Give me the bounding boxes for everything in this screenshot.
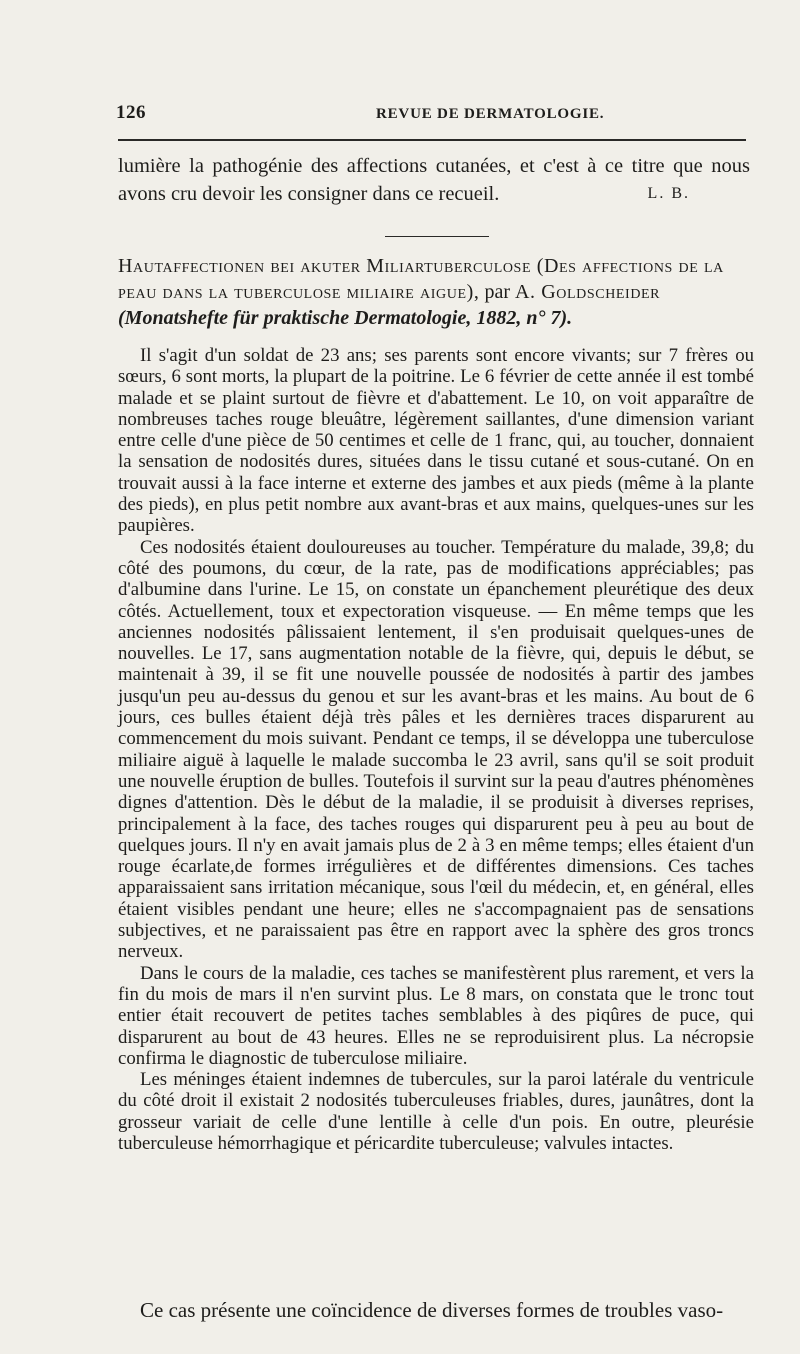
article-title [118, 253, 754, 331]
header-rule [118, 139, 746, 141]
article-body [118, 345, 754, 1154]
closing-line: Ce cas présente une coïncidence de diverses formes de troubles vaso- [140, 1298, 724, 1322]
intro-paragraph [118, 152, 750, 208]
body-paragraph: Dans le cours de la maladie, ces taches se manifestèrent plus rarement, et vers la fin du mois de mars il n'en survint plus. Le 8 mars, on constata que le tronc tout entier était recouvert de petites taches semblables à des piqûres de puce, qui disparurent au bout de 43 heures. Elles ne se reproduisirent plus. La nécropsie confirma le diagnostic de tuberculose miliaire. [118, 962, 754, 1069]
running-head: REVUE DE DERMATOLOGIE. [376, 106, 605, 122]
article-title-text: Hautaffectionen bei akuter Miliartuberculose (Des affections de la peau dans la tuberculose miliaire aigue), [118, 255, 724, 303]
intro-text: lumière la pathogénie des affections cutanées, et c'est à ce titre que nous avons cru devoir les consigner dans ce recueil. [118, 155, 750, 205]
page-header [116, 102, 752, 130]
article-source: (Monatshefte für praktische Dermatologie, 1882, n° 7). [118, 307, 573, 329]
section-separator [385, 236, 489, 237]
body-paragraph: Il s'agit d'un soldat de 23 ans; ses parents sont encore vivants; sur 7 frères ou sœurs, 6 sont morts, la plupart de la poitrine. Le 6 février de cette année il est tombé malade et se plaint surtout de fièvre et d'abattement. Le 10, on voit apparaître de nombreuses taches rouge bleuâtre, légèrement saillantes, d'une dimension variant entre celle d'une pièce de 50 centimes et celle de 1 franc, qui, au toucher, donnaient la sensation de nodosités dures, situées dans le tissu cutané et sous-cutané. On en trouvait aussi à la face interne et externe des jambes et aux pieds (même à la plante des pieds), en plus petit nombre aux avant-bras et aux mains, quelques-unes sur les paupières. [118, 345, 754, 537]
body-paragraph: Les méninges étaient indemnes de tubercules, sur la paroi latérale du ventricule du côté droit il existait 2 nodosités tuberculeuses friables, dures, jaunâtres, dont la grosseur variait de celle d'une lentille à celle d'un pois. En outre, pleurésie tuberculeuse hémorrhagique et péricardite tuberculeuse; valvules intactes. [118, 1069, 754, 1154]
page-number: 126 [116, 102, 146, 123]
article-title-by: par [479, 281, 516, 303]
article-author: A. Goldscheider [515, 281, 661, 303]
author-signature: L. B. [647, 185, 690, 202]
body-paragraph: Ces nodosités étaient douloureuses au toucher. Température du malade, 39,8; du côté des poumons, du cœur, de la rate, pas de modifications appréciables; pas d'albumine dans l'urine. Le 15, on constate un épanchement pleurétique des deux côtés. Actuellement, toux et expectoration visqueuse. — En même temps que les anciennes nodosités pâlissaient lentement, il s'en produisait quelques-unes de nouvelles. Le 17, sans augmentation notable de la fièvre, qui, depuis le début, se maintenait à 39, il se fit une nouvelle poussée de nodosités à partir des jambes jusqu'un peu au-dessus du genou et sur les avant-bras et les mains. Au bout de 6 jours, ces bulles étaient déjà très pâles et les dernières traces disparurent au commencement du mois suivant. Pendant ce temps, il se développa une tuberculose miliaire aiguë à laquelle le malade succomba le 23 avril, sans qu'il se soit produit une nouvelle éruption de bulles. Toutefois il survint sur la peau d'autres phénomènes dignes d'attention. Dès le début de la maladie, il se produisit à diverses reprises, principalement à la face, des taches rouges qui disparurent peu à peu au bout de quelques jours. Il n'y en avait jamais plus de 2 à 3 en même temps; elles étaient d'un rouge écarlate,de formes irrégulières et de différentes dimensions. Ces taches apparaissaient sans irritation mécanique, sous l'œil du médecin, et, en général, elles étaient visibles pendant une heure; elles ne s'accompagnaient pas de sensations subjectives, et ne paraissaient pas être en rapport avec la sphère des gros troncs nerveux. [118, 536, 754, 963]
